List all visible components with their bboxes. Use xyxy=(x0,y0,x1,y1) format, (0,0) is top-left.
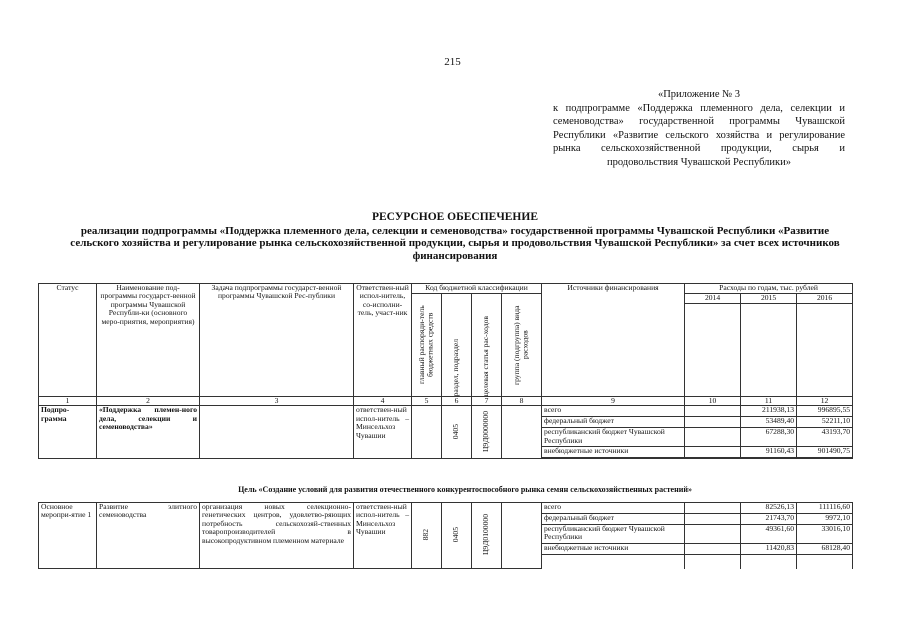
value-2014 xyxy=(685,417,741,428)
value-2016: 111116,60 xyxy=(797,503,853,514)
value-2016: 901490,75 xyxy=(797,447,853,458)
value-2014 xyxy=(685,544,741,555)
event1-section-cell xyxy=(442,503,472,569)
source-label: республиканский бюджет Чувашской Республики xyxy=(542,428,685,447)
value-2015: 67288,30 xyxy=(741,428,797,447)
value-2015: 211938,13 xyxy=(741,406,797,417)
source-label: внебюджетные источники xyxy=(542,544,685,555)
value-2014 xyxy=(685,503,741,514)
value-2016: 996895,55 xyxy=(797,406,853,417)
source-label: всего xyxy=(542,406,685,417)
col-number: 6 xyxy=(442,397,472,406)
row-spacer xyxy=(797,458,853,459)
th-responsible: Ответствен-ный испол-нитель, со-исполни-тель, участ-ник xyxy=(354,284,412,397)
th-year-2016-blank xyxy=(797,304,853,397)
value-2016: 68128,40 xyxy=(797,544,853,555)
source-label: всего xyxy=(542,503,685,514)
subprogram-task xyxy=(200,406,354,459)
th-code-section-cell xyxy=(442,294,472,397)
th-year-2014-blank xyxy=(685,304,741,397)
value-2014 xyxy=(685,428,741,447)
value-2016: 9972,10 xyxy=(797,514,853,525)
th-sources: Источники финансирования xyxy=(542,284,685,397)
subprogram-section-cell xyxy=(442,406,472,459)
col-number: 9 xyxy=(542,397,685,406)
value-2015: 53489,40 xyxy=(741,417,797,428)
value-2014 xyxy=(685,514,741,525)
value-2015: 82526,13 xyxy=(741,503,797,514)
event1-grbs-cell xyxy=(412,503,442,569)
source-label: федеральный бюджет xyxy=(542,514,685,525)
th-year-2016: 2016 xyxy=(797,294,853,304)
col-number: 3 xyxy=(200,397,354,406)
th-year-2014: 2014 xyxy=(685,294,741,304)
subprogram-status: Подпро-грамма xyxy=(39,406,97,459)
col-number: 4 xyxy=(354,397,412,406)
row-spacer xyxy=(685,555,741,569)
appendix-body: к подпрограмме «Поддержка племенного дела, селекции и семеноводства» государственной программы Чувашской Республики «Развитие сельского хозяйства и регулирование рынка сельскохозяйственной продукции, сырья и продовольствия Чувашской Республики» xyxy=(553,102,845,168)
event1-responsible: ответствен-ный испол-нитель – Минсельхоз Чувашии xyxy=(354,503,412,569)
value-2014 xyxy=(685,406,741,417)
subprogram-section: 0405 xyxy=(451,423,461,439)
th-budget-code: Код бюджетной классификации xyxy=(412,284,542,294)
subprogram-target-cell xyxy=(472,406,502,459)
event1-group xyxy=(502,503,542,569)
th-year-2015-blank xyxy=(741,304,797,397)
th-code-grbs: главный распоряди-тель бюджетных средств xyxy=(417,305,435,385)
title-sub: реализации подпрограммы «Поддержка племенного дела, селекции и семеноводства» государственной программы Чувашской Республики «Развитие сельского хозяйства и регулирование рынка сельскохозяйственной продукции, сырья и продовольствия Чувашской Республики» за счет всех источников финансирования xyxy=(70,224,840,262)
th-year-2015: 2015 xyxy=(741,294,797,304)
value-2016: 33016,10 xyxy=(797,525,853,544)
value-2016: 52211,10 xyxy=(797,417,853,428)
source-label: внебюджетные источники xyxy=(542,447,685,458)
col-number: 10 xyxy=(685,397,741,406)
row-spacer xyxy=(542,458,685,459)
th-name: Наименование под-программы государст-венной программы Чувашской Республи-ки (основного меро-приятия, мероприятия) xyxy=(97,284,200,397)
subprogram-grbs xyxy=(412,406,442,459)
source-label: федеральный бюджет xyxy=(542,417,685,428)
resource-table-header xyxy=(38,283,853,459)
source-label: республиканский бюджет Чувашской Республики xyxy=(542,525,685,544)
subprogram-group xyxy=(502,406,542,459)
col-number: 8 xyxy=(502,397,542,406)
row-spacer xyxy=(685,458,741,459)
th-code-target-cell xyxy=(472,294,502,397)
event1-task: организация новых селекционно-генетических центров, удовлетво-ряющих потребность сельскохозяй-ственных товаропроизводителей в высокопродуктивном племенном материале xyxy=(200,503,354,569)
event1-target-cell xyxy=(472,503,502,569)
row-spacer xyxy=(741,555,797,569)
value-2015: 21743,70 xyxy=(741,514,797,525)
value-2016: 43193,70 xyxy=(797,428,853,447)
col-number: 11 xyxy=(741,397,797,406)
col-number: 1 xyxy=(39,397,97,406)
document-title xyxy=(60,211,850,262)
appendix-header: «Приложение № 3 xyxy=(657,89,741,100)
value-2015: 49361,60 xyxy=(741,525,797,544)
event1-target: Ц9Д0100000 xyxy=(481,513,491,555)
goal-line: Цель «Создание условий для развития отечественного конкурентоспособного рынка семян сельскохозяйственных растений» xyxy=(238,485,692,494)
row-spacer xyxy=(797,555,853,569)
event1-name: Развитие элитного семеноводства xyxy=(97,503,200,569)
row-spacer xyxy=(741,458,797,459)
th-code-group-cell xyxy=(502,294,542,397)
event1-status: Основное меропри-ятие 1 xyxy=(39,503,97,569)
subprogram-name: «Поддержка племен-ного дела, селекции и семеноводства» xyxy=(97,406,200,459)
value-2015: 91160,43 xyxy=(741,447,797,458)
th-code-group: группа (подгруппа) вида расходов xyxy=(512,305,530,385)
th-code-target: целевая статья рас-ходов xyxy=(481,315,491,396)
value-2014 xyxy=(685,447,741,458)
th-task: Задача подпрограммы государст-венной программы Чувашской Рес-публики xyxy=(200,284,354,397)
title-main: РЕСУРСНОЕ ОБЕСПЕЧЕНИЕ xyxy=(371,211,538,223)
th-status: Статус xyxy=(39,284,97,397)
col-number: 5 xyxy=(412,397,442,406)
row-spacer xyxy=(542,555,685,569)
resource-table-event1 xyxy=(38,502,853,569)
event1-section: 0405 xyxy=(451,526,461,542)
th-expenses: Расходы по годам, тыс. рублей xyxy=(685,284,853,294)
col-number: 12 xyxy=(797,397,853,406)
page-number: 215 xyxy=(444,56,461,68)
subprogram-target: Ц9Д0000000 xyxy=(481,410,491,452)
event1-grbs: 882 xyxy=(421,528,431,540)
th-code-grbs-cell xyxy=(412,294,442,397)
value-2014 xyxy=(685,525,741,544)
subprogram-responsible: ответствен-ный испол-нитель – Минсельхоз Чувашии xyxy=(354,406,412,459)
col-number: 2 xyxy=(97,397,200,406)
th-code-section: раздел, подраздел xyxy=(451,338,461,396)
appendix-note xyxy=(553,88,845,170)
col-number: 7 xyxy=(472,397,502,406)
value-2015: 11420,83 xyxy=(741,544,797,555)
